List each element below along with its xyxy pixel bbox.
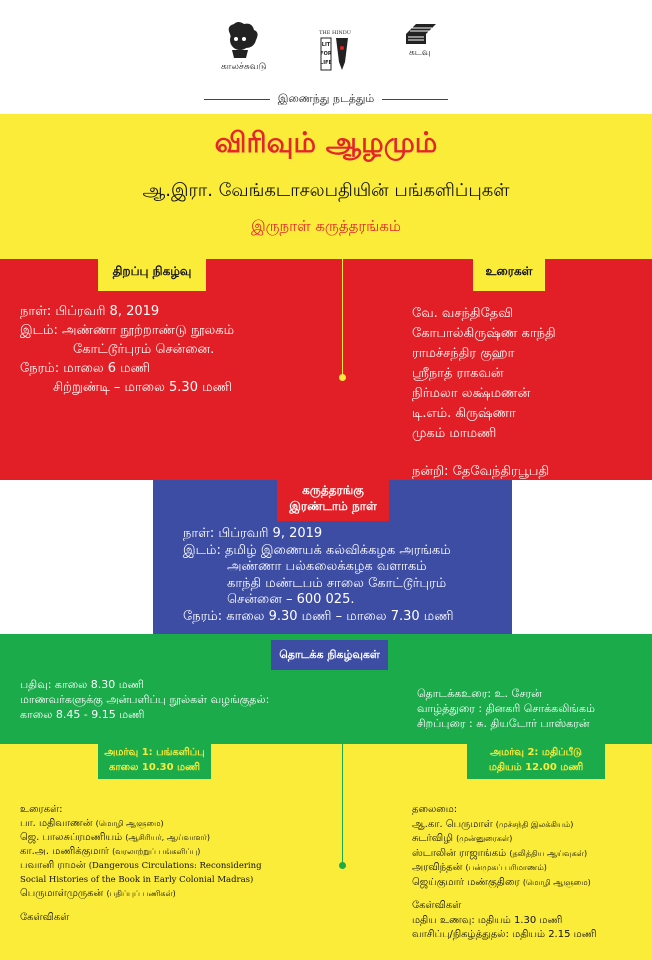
opening-time: நேரம்: மாலை 6 மணி (20, 361, 150, 376)
divider-dot (339, 862, 346, 869)
talks-tag: உரைகள் (473, 257, 545, 291)
svg-text:LIFE: LIFE (320, 60, 332, 66)
opening-snacks: சிற்றுண்டி – மாலை 5.30 மணி (53, 380, 232, 395)
session1-questions: கேள்விகள் (20, 912, 70, 923)
day2-venue-line3: காந்தி மண்டபம் சாலை கோட்டூர்புரம் (227, 575, 447, 591)
day2-details (183, 526, 454, 625)
start-right (417, 686, 595, 731)
divider-line (342, 744, 343, 866)
session1-heading: உரைகள்: (20, 804, 63, 815)
opening-details (20, 302, 234, 397)
opening-date: நாள்: பிப்ரவரி 8, 2019 (20, 304, 160, 319)
speaker-item: நிர்மலா லக்ஷ்மணன் (412, 386, 531, 401)
gift-books: மாணவர்களுக்கு அன்பளிப்பு நூல்கள் வழங்குதல்: (20, 693, 270, 706)
event-title: விரிவும் ஆழமும் (214, 126, 438, 159)
day2-time: நேரம்: காலை 9.30 மணி – மாலை 7.30 மணி (183, 608, 454, 624)
session2-item: அரவிந்தன் (பன்முகப் பரிமாணம்) (412, 862, 547, 873)
session1-item: பவானி ராமன் (Dangerous Circulations: Reconsidering (20, 860, 262, 871)
session1-item: கா.அ. மணிக்குமார் (வரலாற்றுப் பங்களிப்பு) (20, 846, 201, 857)
session2-title: அமர்வு 2: மதிப்பீடு (490, 747, 582, 758)
svg-text:FOR: FOR (320, 51, 332, 57)
speaker-item: முகம் மாமணி (412, 426, 497, 441)
day2-venue-line2: அண்ணா பல்கலைக்கழக வளாகம் (227, 559, 427, 574)
gift-books-time: காலை 8.45 - 9.15 மணி (20, 708, 145, 721)
svg-text:LIT: LIT (321, 42, 331, 48)
lit-for-life-logo (318, 18, 352, 78)
lunch-time: மதிய உணவு: மதியம் 1.30 மணி (412, 914, 563, 926)
partners-header (0, 0, 652, 114)
session1-tag (98, 741, 211, 779)
day2-date: நாள்: பிப்ரவரி 9, 2019 (183, 526, 323, 541)
special-address: சிறப்புரை : சு. தியடோர் பாஸ்கரன் (417, 717, 590, 730)
session2-item: ஜெய்குமார் மண்குதிரை (மொழி ஆளுமை) (412, 876, 591, 888)
svg-text:THE HINDU: THE HINDU (319, 30, 351, 36)
reading-time: வாசிப்பு/நிகழ்த்துதல்: மதியம் 2.15 மணி (412, 929, 597, 940)
registration-time: பதிவு: காலை 8.30 மணி (20, 678, 144, 691)
speaker-list (412, 304, 556, 482)
session1-title: அமர்வு 1: பங்களிப்பு (104, 747, 205, 758)
tagline: இணைந்து நடத்தும் (0, 92, 652, 107)
opening-tag: திறப்பு நிகழ்வு (98, 257, 206, 291)
opening-venue-line2: கோட்டூர்புரம் சென்னை. (73, 342, 215, 357)
day2-tag-line1: கருத்தரங்கு (302, 483, 364, 497)
session2-heading: தலைமை: (412, 804, 458, 815)
session2-item: சுடர்விழி (முன்னுரைகள்) (412, 833, 513, 844)
vote-of-thanks: நன்றி: தேவேந்திரபூபதி (412, 464, 550, 479)
session1-details (20, 803, 262, 925)
greetings: வாழ்த்துரை : தினகரி சொக்கலிங்கம் (417, 702, 595, 715)
day2-tag (277, 477, 389, 521)
event-subtitle: ஆ.இரா. வேங்கடாசலபதியின் பங்களிப்புகள் (142, 180, 510, 201)
session1-item-cont: Social Histories of the Book in Early Colonial Madras) (20, 875, 254, 885)
session1-item: பெருமாள்முருகன் (பதிப்புப் பணிகள்) (20, 888, 176, 899)
kadavu-caption: கடவு (409, 48, 431, 58)
session2-tag (467, 741, 605, 779)
speaker-item: கோபால்கிருஷ்ண காந்தி (412, 326, 556, 341)
opening-address: தொடக்கஉரை: உ. சேரன் (417, 687, 542, 700)
session1-item: ஜெ. பாலசுப்ரமணியம் (ஆசிரியர், ஆய்வாளர்) (20, 832, 211, 843)
kalachuvadu-caption: காலச்சுவடு (221, 62, 267, 72)
day2-venue: இடம்: தமிழ் இணையக் கல்விக்கழக அரங்கம் (183, 542, 451, 558)
session2-details (412, 803, 597, 943)
speaker-item: ஸ்ரீநாத் ராகவன் (412, 366, 504, 381)
speaker-item: டி.எம். கிருஷ்ணா (412, 406, 516, 421)
divider-dot (339, 374, 346, 381)
divider-line (342, 259, 343, 378)
event-type: இருநாள் கருத்தரங்கம் (251, 217, 401, 235)
start-left (20, 677, 269, 722)
start-tag: தொடக்க நிகழ்வுகள் (271, 640, 388, 670)
speaker-item: ராமச்சந்திர குஹா (412, 346, 515, 361)
opening-venue: இடம்: அண்ணா நூற்றாண்டு நூலகம் (20, 323, 235, 338)
day2-venue-line4: சென்னை – 600 025. (227, 592, 355, 607)
session2-time: மதியம் 12.00 மணி (488, 762, 584, 773)
speaker-item: வே. வசந்திதேவி (412, 306, 514, 321)
day2-tag-line2: இரண்டாம் நாள் (289, 499, 377, 513)
session2-item: ஸ்டாலின் ராஜாங்கம் (தலித்திய ஆய்வுகள்) (412, 847, 588, 859)
session1-item: பா. மதிவாணன் (மொழி ஆளுமை) (20, 818, 164, 829)
session2-item: ஆ.கா. பெருமாள் (முச்சந்தி இலக்கியம்) (412, 818, 574, 830)
session1-time: காலை 10.30 மணி (109, 762, 200, 773)
session2-questions: கேள்விகள் (412, 900, 462, 911)
